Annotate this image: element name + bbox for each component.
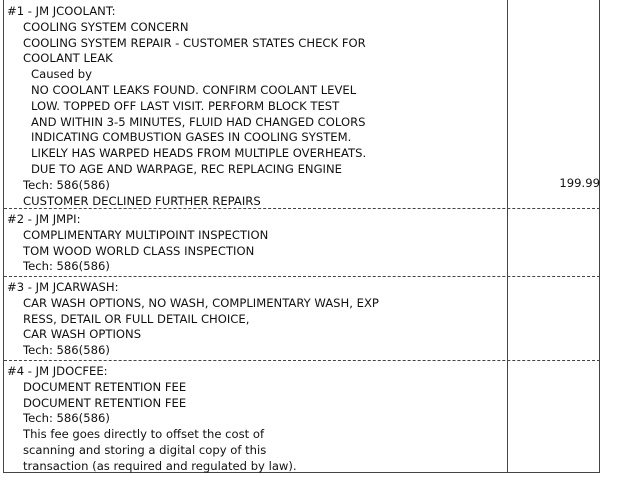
- line-description: CAR WASH OPTIONS, NO WASH, COMPLIMENTARY WASH, EXP: [23, 295, 379, 310]
- line-note: CUSTOMER DECLINED FURTHER REPAIRS: [23, 193, 261, 208]
- cause-text: AND WITHIN 3-5 MINUTES, FLUID HAD CHANGED COLORS: [31, 114, 366, 129]
- line-header: #3 - JM JCARWASH:: [7, 280, 119, 294]
- line-description: RESS, DETAIL OR FULL DETAIL CHOICE,: [23, 311, 250, 326]
- line-item-4: [4, 364, 601, 475]
- dashed-separator: [4, 360, 600, 361]
- cause-label: Caused by: [31, 67, 92, 82]
- line-item-2: [4, 212, 601, 275]
- cause-text: LIKELY HAS WARPED HEADS FROM MULTIPLE OVERHEATS.: [31, 146, 367, 161]
- line-complaint: COOLING SYSTEM CONCERN: [23, 19, 189, 34]
- dashed-separator: [4, 208, 600, 209]
- line-amount: 199.99: [559, 176, 600, 190]
- fee-note: This fee goes directly to offset the cost of: [23, 427, 265, 442]
- line-description: COMPLIMENTARY MULTIPOINT INSPECTION: [23, 227, 269, 242]
- line-description: TOM WOOD WORLD CLASS INSPECTION: [23, 243, 255, 258]
- tech-id: Tech: 586(586): [23, 177, 110, 192]
- cause-text: LOW. TOPPED OFF LAST VISIT. PERFORM BLOCK TEST: [31, 98, 340, 113]
- fee-note: transaction (as required and regulated by law).: [23, 458, 297, 473]
- line-header: #2 - JM JMPI:: [7, 212, 81, 226]
- cause-text: DUE TO AGE AND WARPAGE, REC REPLACING ENGINE: [31, 161, 342, 176]
- tech-id: Tech: 586(586): [23, 411, 110, 426]
- tech-id: Tech: 586(586): [23, 259, 110, 274]
- line-header: #1 - JM JCOOLANT:: [7, 4, 116, 18]
- line-item-1: [4, 4, 601, 209]
- line-header: #4 - JM JDOCFEE:: [7, 364, 108, 378]
- cause-text: INDICATING COMBUSTION GASES IN COOLING SYSTEM.: [31, 130, 352, 145]
- line-description: CAR WASH OPTIONS: [23, 327, 142, 342]
- line-description: DOCUMENT RETENTION FEE: [23, 379, 187, 394]
- dashed-separator: [4, 276, 600, 277]
- line-description: COOLING SYSTEM REPAIR - CUSTOMER STATES CHECK FOR: [23, 35, 366, 50]
- fee-note: scanning and storing a digital copy of this: [23, 442, 267, 457]
- tech-id: Tech: 586(586): [23, 343, 110, 358]
- line-description: DOCUMENT RETENTION FEE: [23, 395, 187, 410]
- cause-text: NO COOLANT LEAKS FOUND. CONFIRM COOLANT LEVEL: [31, 82, 357, 97]
- line-item-3: [4, 280, 601, 359]
- line-description: COOLANT LEAK: [23, 51, 113, 66]
